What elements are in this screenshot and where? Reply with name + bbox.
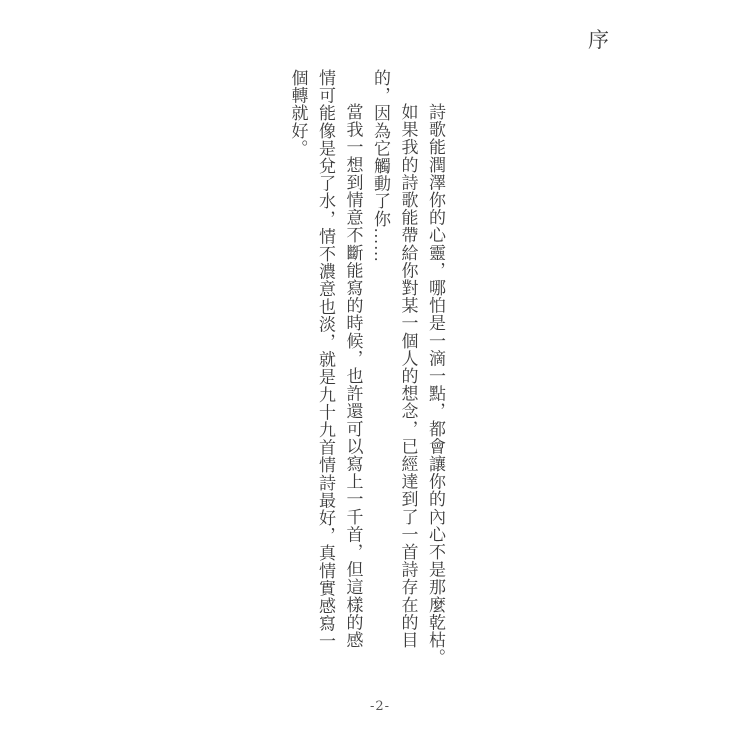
text-column-1: 詩歌能潤澤你的心靈，哪怕是一滴一點，都會讓你的內心不是那麼乾枯。 [426,103,445,667]
text-column-3: 的，因為它觸動了你…… [371,69,390,263]
page-title: 序 [588,28,609,52]
page-number: -2- [369,699,391,714]
text-column-5: 情可能像是兌了水，情不濃意也淡，就是九十九首情詩最好，真情實感寫一 [316,69,335,650]
text-column-2: 如果我的詩歌能帶給你對某一個人的想念，已經達到了一首詩存在的目 [398,103,418,649]
preface-text [284,69,449,699]
text-column-6: 個轉就好。 [288,69,308,157]
text-column-4: 當我一想到情意不斷能寫的時候，也許還可以寫上一千首，但這樣的感 [343,103,363,649]
